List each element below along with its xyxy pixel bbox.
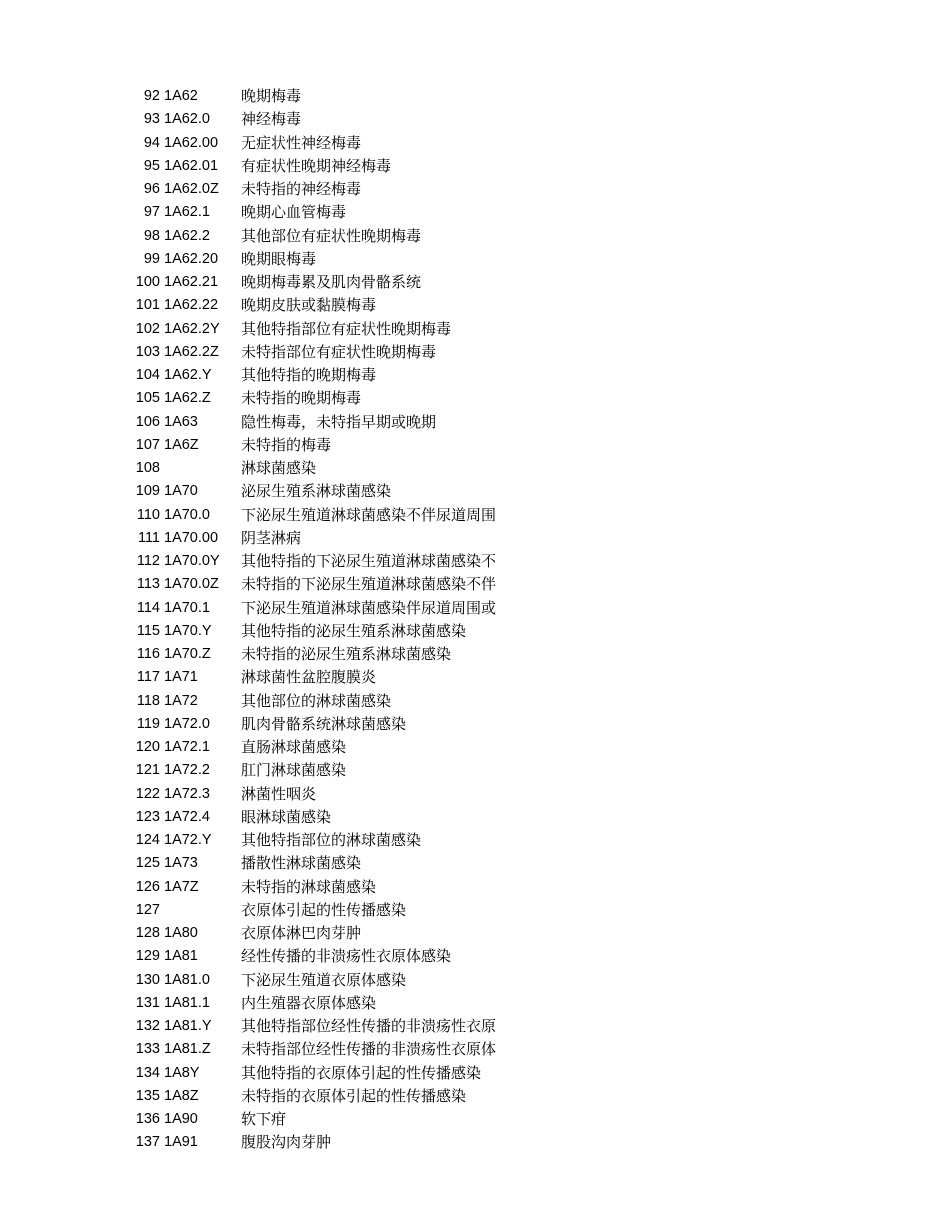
row-number: 93	[143, 111, 160, 128]
disease-name: 晚期梅毒累及肌肉骨骼系统	[241, 273, 422, 291]
table-row	[0, 876, 950, 899]
row-number: 129	[135, 948, 160, 965]
disease-name: 阴茎淋病	[241, 528, 302, 547]
disease-name: 淋菌性咽炎	[241, 784, 317, 803]
disease-code: 1A91	[164, 1134, 198, 1151]
table-row	[0, 201, 950, 224]
disease-name: 晚期眼梅毒	[241, 249, 317, 268]
disease-name: 未特指部位经性传播的非溃疡性衣原体	[241, 1040, 497, 1059]
disease-name: 其他特指的衣原体引起的性传播感染	[241, 1063, 482, 1082]
disease-code: 1A81.Z	[164, 1041, 211, 1058]
row-number: 103	[135, 343, 160, 360]
row-number: 117	[136, 669, 160, 686]
disease-name: 其他特指部位有症状性晚期梅毒	[241, 319, 452, 338]
disease-code: 1A70.00	[164, 529, 219, 546]
disease-name: 下泌尿生殖道衣原体感染	[241, 970, 407, 989]
row-number: 137	[135, 1134, 160, 1151]
table-row	[0, 992, 950, 1015]
disease-code: 1A62.1	[164, 204, 210, 221]
row-number: 92	[143, 88, 160, 104]
table-row	[0, 504, 950, 527]
table-row	[0, 387, 950, 410]
disease-name: 有症状性晚期神经梅毒	[241, 156, 392, 175]
disease-name: 未特指的晚期梅毒	[241, 389, 362, 408]
table-row	[0, 1085, 950, 1108]
disease-name: 经性传播的非溃疡性衣原体感染	[241, 947, 452, 966]
row-number: 97	[143, 204, 160, 221]
disease-code: 1A62.2	[164, 227, 210, 244]
row-number: 96	[143, 181, 160, 197]
row-number: 128	[135, 925, 160, 941]
row-number: 107	[135, 436, 160, 453]
disease-name: 其他部位的淋球菌感染	[241, 691, 392, 710]
disease-code: 1A70.Z	[164, 646, 211, 662]
table-row	[0, 620, 950, 643]
row-number: 119	[136, 715, 160, 732]
row-number: 101	[135, 297, 160, 314]
disease-name: 内生殖器衣原体感染	[241, 993, 377, 1012]
disease-name: 其他特指的泌尿生殖系淋球菌感染	[241, 621, 467, 640]
row-number: 100	[135, 274, 160, 290]
disease-code: 1A72.Y	[164, 832, 212, 848]
table-row	[0, 852, 950, 875]
disease-name: 无症状性神经梅毒	[241, 133, 362, 152]
row-number: 115	[136, 622, 160, 639]
disease-name: 衣原体淋巴肉芽肿	[241, 924, 362, 942]
disease-code: 1A62.00	[164, 134, 219, 151]
row-number: 95	[143, 157, 160, 174]
row-number: 118	[136, 692, 160, 709]
disease-name: 直肠淋球菌感染	[241, 738, 347, 756]
table-row	[0, 643, 950, 666]
table-row	[0, 1131, 950, 1154]
row-number: 111	[137, 529, 160, 546]
disease-code: 1A7Z	[164, 878, 199, 895]
disease-code: 1A81.1	[164, 994, 210, 1011]
table-row	[0, 1062, 950, 1085]
disease-code: 1A72	[164, 692, 198, 709]
row-number: 135	[135, 1087, 160, 1104]
table-row	[0, 550, 950, 573]
row-number: 134	[135, 1064, 160, 1081]
table-row	[0, 597, 950, 620]
table-row	[0, 318, 950, 341]
table-row	[0, 806, 950, 829]
table-row	[0, 690, 950, 713]
disease-name: 下泌尿生殖道淋球菌感染伴尿道周围或	[241, 598, 497, 617]
table-row	[0, 527, 950, 550]
table-row	[0, 945, 950, 968]
row-number: 99	[143, 250, 160, 267]
disease-name: 衣原体引起的性传播感染	[241, 900, 407, 919]
disease-name: 未特指的下泌尿生殖道淋球菌感染不伴	[241, 575, 497, 594]
row-number: 102	[135, 320, 160, 337]
table-row	[0, 341, 950, 364]
disease-name: 未特指的神经梅毒	[241, 180, 362, 198]
table-row	[0, 666, 950, 689]
disease-name: 未特指的衣原体引起的性传播感染	[241, 1086, 467, 1105]
disease-name: 晚期梅毒	[241, 87, 302, 105]
row-number: 106	[135, 413, 160, 430]
row-number: 121	[135, 762, 160, 779]
row-number: 130	[135, 971, 160, 988]
disease-code: 1A63	[164, 413, 198, 430]
row-number: 126	[135, 878, 160, 895]
table-row	[0, 736, 950, 759]
disease-code: 1A62.21	[164, 274, 219, 290]
disease-code: 1A62.Z	[164, 390, 211, 407]
disease-code: 1A62.01	[164, 157, 219, 174]
table-row	[0, 178, 950, 201]
disease-code: 1A72.4	[164, 808, 210, 825]
disease-code: 1A62.0	[164, 111, 210, 128]
table-row	[0, 969, 950, 992]
disease-code: 1A73	[164, 855, 198, 872]
row-number: 94	[143, 134, 160, 151]
disease-code: 1A72.2	[164, 762, 210, 779]
disease-code: 1A70.1	[164, 599, 210, 616]
disease-name: 未特指的梅毒	[241, 435, 332, 454]
row-number: 133	[135, 1041, 160, 1058]
disease-code: 1A72.0	[164, 715, 210, 732]
disease-name: 其他部位有症状性晚期梅毒	[241, 226, 422, 245]
table-row	[0, 85, 950, 108]
row-number: 131	[135, 994, 160, 1011]
disease-code: 1A81	[164, 948, 198, 965]
table-row	[0, 108, 950, 131]
table-row	[0, 132, 950, 155]
row-number: 124	[135, 832, 160, 848]
table-row	[0, 1015, 950, 1038]
table-row	[0, 155, 950, 178]
disease-name: 泌尿生殖系淋球菌感染	[241, 482, 392, 501]
table-row	[0, 248, 950, 271]
row-number: 122	[135, 785, 160, 802]
table-row	[0, 759, 950, 782]
disease-name: 其他特指的下泌尿生殖道淋球菌感染不	[241, 552, 497, 570]
row-number: 136	[135, 1111, 160, 1127]
row-number: 123	[135, 808, 160, 825]
disease-code: 1A90	[164, 1111, 198, 1127]
disease-name: 淋球菌感染	[241, 459, 317, 477]
disease-code: 1A62.22	[164, 297, 219, 314]
disease-code: 1A62.20	[164, 250, 219, 267]
disease-name: 肛门淋球菌感染	[241, 761, 347, 780]
disease-name: 播散性淋球菌感染	[241, 854, 362, 873]
table-row	[0, 480, 950, 503]
disease-name: 淋球菌性盆腔腹膜炎	[241, 668, 377, 687]
disease-name: 晚期皮肤或黏膜梅毒	[241, 296, 377, 315]
table-row	[0, 829, 950, 852]
disease-code: 1A72.1	[164, 739, 210, 755]
disease-code: 1A72.3	[164, 785, 210, 802]
disease-name: 未特指的淋球菌感染	[241, 877, 377, 896]
disease-code: 1A70.0Z	[164, 576, 219, 593]
disease-name: 其他特指的晚期梅毒	[241, 366, 377, 384]
row-number: 125	[135, 855, 160, 872]
table-row	[0, 411, 950, 434]
row-number: 116	[136, 646, 160, 662]
disease-code: 1A70	[164, 483, 198, 500]
table-row	[0, 783, 950, 806]
disease-code: 1A62.0Z	[164, 181, 219, 197]
row-number: 120	[135, 739, 160, 755]
row-number: 109	[135, 483, 160, 500]
disease-name: 腹股沟肉芽肿	[241, 1133, 332, 1152]
table-row	[0, 271, 950, 294]
row-number: 98	[143, 227, 160, 244]
disease-name: 未特指部位有症状性晚期梅毒	[241, 342, 437, 361]
disease-code: 1A62.2Z	[164, 343, 219, 360]
disease-name: 眼淋球菌感染	[241, 807, 332, 826]
disease-name: 软下疳	[241, 1110, 287, 1128]
disease-name: 晚期心血管梅毒	[241, 203, 347, 222]
disease-code: 1A8Y	[164, 1064, 200, 1081]
row-number: 114	[136, 599, 160, 616]
row-number: 112	[136, 553, 160, 569]
disease-code: 1A70.0Y	[164, 553, 220, 569]
table-row	[0, 922, 950, 945]
table-row	[0, 457, 950, 480]
disease-code: 1A80	[164, 925, 198, 941]
disease-code: 1A70.Y	[164, 622, 212, 639]
table-row	[0, 899, 950, 922]
row-number: 108	[135, 460, 160, 476]
disease-name: 隐性梅毒，未特指早期或晚期	[241, 412, 437, 431]
row-number: 127	[135, 901, 160, 918]
disease-code: 1A71	[164, 669, 198, 686]
disease-code: 1A6Z	[164, 436, 199, 453]
disease-code: 1A62.Y	[164, 367, 212, 383]
row-number: 105	[135, 390, 160, 407]
row-number: 113	[136, 576, 160, 593]
disease-name: 肌肉骨骼系统淋球菌感染	[241, 714, 407, 733]
disease-name: 其他特指部位经性传播的非溃疡性衣原	[241, 1017, 497, 1035]
disease-name: 下泌尿生殖道淋球菌感染不伴尿道周围	[241, 505, 497, 524]
disease-code: 1A8Z	[164, 1087, 199, 1104]
table-row	[0, 1108, 950, 1131]
table-row	[0, 713, 950, 736]
table-row	[0, 225, 950, 248]
table-row	[0, 364, 950, 387]
disease-name: 未特指的泌尿生殖系淋球菌感染	[241, 645, 452, 663]
row-number: 110	[136, 506, 160, 523]
table-row	[0, 434, 950, 457]
code-table	[0, 85, 950, 1155]
disease-code: 1A81.Y	[164, 1018, 212, 1034]
disease-code: 1A70.0	[164, 506, 210, 523]
disease-code: 1A81.0	[164, 971, 210, 988]
disease-code: 1A62	[164, 88, 198, 104]
table-row	[0, 294, 950, 317]
row-number: 132	[135, 1018, 160, 1034]
row-number: 104	[135, 367, 160, 383]
table-row	[0, 1038, 950, 1061]
table-row	[0, 573, 950, 596]
disease-name: 神经梅毒	[241, 110, 302, 129]
disease-code: 1A62.2Y	[164, 320, 220, 337]
disease-name: 其他特指部位的淋球菌感染	[241, 831, 422, 849]
